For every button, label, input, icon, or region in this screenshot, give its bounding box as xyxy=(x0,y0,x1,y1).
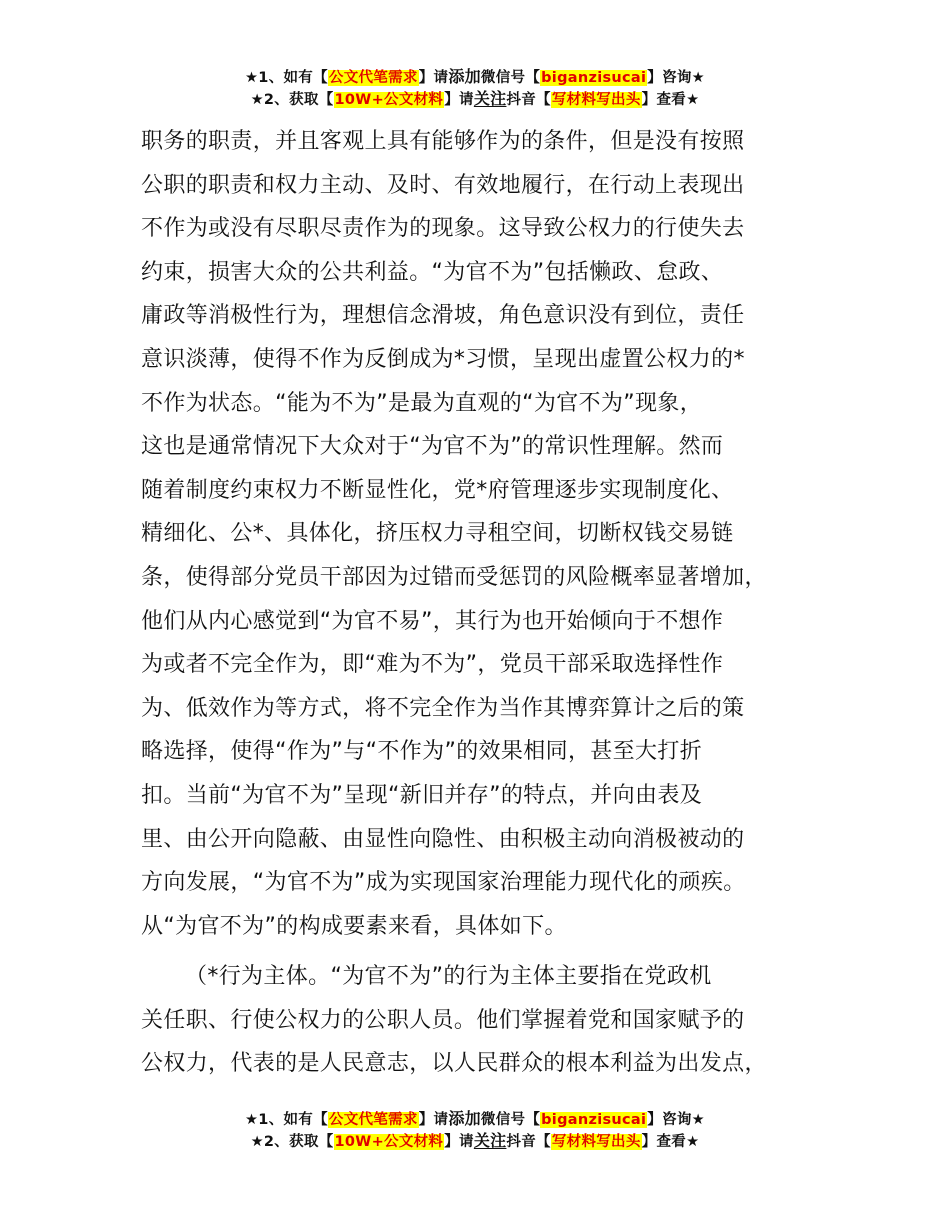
text-line: 略选择，使得“作为”与“不作为”的效果相同，甚至大打折 xyxy=(141,739,703,765)
text-line: 条，使得部分党员干部因为过错而受惩罚的风险概率显著增加， xyxy=(141,564,767,590)
text-line: 公权力，代表的是人民意志，以人民群众的根本利益为出发点， xyxy=(141,1051,767,1077)
banner-line-1 xyxy=(0,1108,950,1130)
text-line: 关任职、行使公权力的公职人员。他们掌握着党和国家赋予的 xyxy=(141,1007,745,1033)
banner-text: 】请 xyxy=(444,1134,474,1150)
document-body xyxy=(141,120,841,1086)
text-line: 约束，损害大众的公共利益。“为官不为”包括懒政、怠政、 xyxy=(141,259,724,285)
banner-text: 微信号【 xyxy=(480,1112,541,1128)
text-line: 精细化、公*、具体化，挤压权力寻租空间，切断权钱交易链 xyxy=(141,521,734,547)
text-line: 他们从内心感觉到“为官不易”，其行为也开始倾向于不想作 xyxy=(141,608,724,634)
text-line: 为或者不完全作为，即“难为不为”，党员干部采取选择性作 xyxy=(141,652,724,678)
banner-emphasis: 添加 xyxy=(448,1109,481,1128)
banner-text: ★2、获取【 xyxy=(250,1134,334,1150)
banner-line-1 xyxy=(0,66,950,88)
text-line: 扣。当前“为官不为”呈现“新旧并存”的特点，并向由表及 xyxy=(141,782,703,808)
banner-text: 】查看★ xyxy=(641,1134,700,1150)
banner-highlight: biganzisucai xyxy=(541,70,647,86)
text-line: （*行为主体。“为官不为”的行为主体主要指在党政机 xyxy=(185,964,712,990)
banner-highlight: 写材料写出头 xyxy=(551,92,641,108)
banner-text: 】请 xyxy=(418,1112,449,1128)
banner-text: 抖音【 xyxy=(506,92,551,108)
text-line: 庸政等消极性行为，理想信念滑坡，角色意识没有到位，责任 xyxy=(141,303,745,329)
banner-line-2 xyxy=(0,88,950,110)
banner-text: 】咨询★ xyxy=(647,70,705,86)
text-line: 这也是通常情况下大众对于“为官不为”的常识性理解。然而 xyxy=(141,434,724,460)
text-line: 不作为或没有尽职尽责作为的现象。这导致公权力的行使失去 xyxy=(141,216,745,242)
banner-text: ★1、如有【 xyxy=(245,70,328,86)
text-line: 从“为官不为”的构成要素来看，具体如下。 xyxy=(141,913,567,939)
banner-highlight: 10W+公文材料 xyxy=(334,1134,444,1150)
paragraph xyxy=(141,120,841,948)
text-line: 意识淡薄，使得不作为反倒成为*习惯，呈现出虚置公权力的* xyxy=(141,346,745,372)
banner-text: 】咨询★ xyxy=(647,1112,705,1128)
banner-emphasis: 关注 xyxy=(473,89,507,108)
banner-text: 抖音【 xyxy=(506,1134,551,1150)
banner-highlight: 公文代笔需求 xyxy=(328,70,418,86)
banner-text: 】请 xyxy=(418,70,449,86)
banner-emphasis: 关注 xyxy=(473,1131,507,1150)
text-line: 方向发展，“为官不为”成为实现国家治理能力现代化的顽疾。 xyxy=(141,870,746,896)
banner-text: 】查看★ xyxy=(641,92,700,108)
text-line: 随着制度约束权力不断显性化，党*府管理逐步实现制度化、 xyxy=(141,477,734,503)
text-line: 职务的职责，并且客观上具有能够作为的条件，但是没有按照 xyxy=(141,129,745,154)
text-line: 为、低效作为等方式，将不完全作为当作其博弈算计之后的策 xyxy=(141,695,745,721)
paragraph xyxy=(141,955,841,1086)
footer-banner xyxy=(0,1108,950,1152)
banner-highlight: 公文代笔需求 xyxy=(328,1112,418,1128)
banner-highlight: biganzisucai xyxy=(541,1112,647,1128)
banner-highlight: 10W+公文材料 xyxy=(334,92,444,108)
banner-text: 】请 xyxy=(444,92,474,108)
banner-text: ★2、获取【 xyxy=(250,92,334,108)
banner-emphasis: 添加 xyxy=(448,67,481,86)
text-line: 里、由公开向隐蔽、由显性向隐性、由积极主动向消极被动的 xyxy=(141,826,745,852)
banner-line-2 xyxy=(0,1130,950,1152)
header-banner xyxy=(0,66,950,110)
banner-text: ★1、如有【 xyxy=(245,1112,328,1128)
paragraph-gap xyxy=(141,948,841,955)
text-line: 公职的职责和权力主动、及时、有效地履行，在行动上表现出 xyxy=(141,172,745,198)
banner-text: 微信号【 xyxy=(480,70,541,86)
banner-highlight: 写材料写出头 xyxy=(551,1134,641,1150)
text-line: 不作为状态。“能为不为”是最为直观的“为官不为”现象， xyxy=(141,390,703,416)
